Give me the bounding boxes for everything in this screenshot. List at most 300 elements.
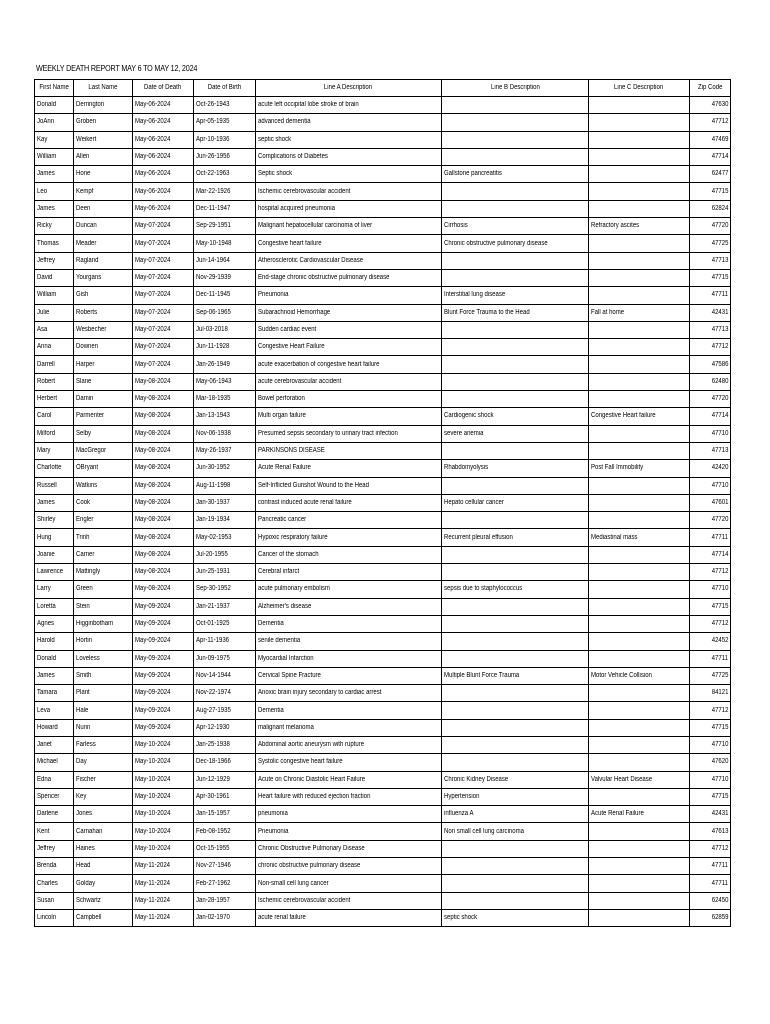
date-of-death-cell: May-09-2024	[133, 702, 194, 719]
date-of-birth-cell: Oct-15-1955	[194, 840, 256, 857]
date-of-birth-cell: Jun-09-1975	[194, 650, 256, 667]
last-name-cell: Head	[74, 858, 133, 875]
first-name-cell: Brenda	[35, 858, 74, 875]
zip-code-cell: 47714	[690, 408, 731, 425]
last-name-cell: Groben	[74, 114, 133, 131]
line-c-description-cell	[589, 719, 690, 736]
line-a-description-cell: PARKINSONS DISEASE	[256, 442, 442, 459]
date-of-birth-cell: Dec-11-1945	[194, 287, 256, 304]
last-name-cell: Meader	[74, 235, 133, 252]
table-row	[35, 581, 731, 598]
zip-code-cell: 47710	[690, 736, 731, 753]
line-a-description-cell: senile dementia	[256, 633, 442, 650]
line-a-description-cell: Pancreatic cancer	[256, 512, 442, 529]
first-name-cell: Julie	[35, 304, 74, 321]
date-of-birth-cell: Jan-25-1938	[194, 736, 256, 753]
table-row	[35, 183, 731, 200]
line-b-description-cell	[442, 598, 589, 615]
date-of-birth-cell: Sep-06-1965	[194, 304, 256, 321]
table-row	[35, 909, 731, 926]
zip-code-cell: 47710	[690, 581, 731, 598]
last-name-cell: Jones	[74, 806, 133, 823]
last-name-cell: Parmenter	[74, 408, 133, 425]
line-a-description-cell: End-stage chronic obstructive pulmonary disease	[256, 269, 442, 286]
line-c-description-cell	[589, 736, 690, 753]
line-b-description-cell: sepsis due to staphylococcus	[442, 581, 589, 598]
line-a-description-cell: Pneumonia	[256, 823, 442, 840]
line-b-description-cell: Hypertension	[442, 788, 589, 805]
date-of-death-cell: May-08-2024	[133, 460, 194, 477]
table-row	[35, 148, 731, 165]
table-row	[35, 97, 731, 114]
date-of-birth-cell: Mar-18-1935	[194, 391, 256, 408]
zip-code-cell: 47715	[690, 598, 731, 615]
line-a-description-cell: Cervical Spine Fracture	[256, 667, 442, 684]
column-header-first-name: First Name	[35, 80, 74, 97]
line-b-description-cell	[442, 650, 589, 667]
line-b-description-cell	[442, 858, 589, 875]
line-c-description-cell	[589, 391, 690, 408]
first-name-cell: Thomas	[35, 235, 74, 252]
column-header-line-b-description: Line B Description	[442, 80, 589, 97]
line-a-description-cell: pneumonia	[256, 806, 442, 823]
zip-code-cell: 47713	[690, 442, 731, 459]
zip-code-cell: 47715	[690, 269, 731, 286]
date-of-birth-cell: Jun-14-1964	[194, 252, 256, 269]
zip-code-cell: 62824	[690, 200, 731, 217]
date-of-birth-cell: Oct-01-1925	[194, 615, 256, 632]
table-row	[35, 356, 731, 373]
line-b-description-cell: Hepato cellular cancer	[442, 494, 589, 511]
date-of-death-cell: May-06-2024	[133, 131, 194, 148]
last-name-cell: Mattingly	[74, 564, 133, 581]
date-of-birth-cell: Jan-28-1957	[194, 892, 256, 909]
line-c-description-cell	[589, 373, 690, 390]
line-b-description-cell	[442, 564, 589, 581]
date-of-death-cell: May-08-2024	[133, 529, 194, 546]
date-of-death-cell: May-09-2024	[133, 633, 194, 650]
line-c-description-cell	[589, 581, 690, 598]
line-c-description-cell	[589, 425, 690, 442]
last-name-cell: Weikert	[74, 131, 133, 148]
line-c-description-cell	[589, 356, 690, 373]
last-name-cell: Green	[74, 581, 133, 598]
table-row	[35, 771, 731, 788]
line-c-description-cell	[589, 892, 690, 909]
last-name-cell: Campbell	[74, 909, 133, 926]
line-a-description-cell: advanced dementia	[256, 114, 442, 131]
date-of-birth-cell: Nov-29-1939	[194, 269, 256, 286]
zip-code-cell: 47715	[690, 719, 731, 736]
date-of-death-cell: May-08-2024	[133, 391, 194, 408]
line-b-description-cell	[442, 114, 589, 131]
date-of-birth-cell: Apr-11-1936	[194, 633, 256, 650]
line-b-description-cell	[442, 97, 589, 114]
date-of-death-cell: May-08-2024	[133, 581, 194, 598]
date-of-death-cell: May-09-2024	[133, 667, 194, 684]
date-of-death-cell: May-11-2024	[133, 858, 194, 875]
last-name-cell: Carner	[74, 546, 133, 563]
line-a-description-cell: contrast induced acute renal failure	[256, 494, 442, 511]
first-name-cell: Tamara	[35, 685, 74, 702]
line-a-description-cell: Complications of Diabetes	[256, 148, 442, 165]
line-b-description-cell	[442, 148, 589, 165]
table-row	[35, 650, 731, 667]
date-of-death-cell: May-11-2024	[133, 909, 194, 926]
table-row	[35, 425, 731, 442]
last-name-cell: Roberts	[74, 304, 133, 321]
line-a-description-cell: Congestive Heart Failure	[256, 339, 442, 356]
table-row	[35, 477, 731, 494]
date-of-death-cell: May-07-2024	[133, 339, 194, 356]
first-name-cell: Herbert	[35, 391, 74, 408]
line-b-description-cell: severe anemia	[442, 425, 589, 442]
line-c-description-cell	[589, 702, 690, 719]
line-c-description-cell	[589, 287, 690, 304]
line-c-description-cell	[589, 339, 690, 356]
last-name-cell: Smith	[74, 667, 133, 684]
last-name-cell: Damin	[74, 391, 133, 408]
line-b-description-cell	[442, 183, 589, 200]
date-of-death-cell: May-08-2024	[133, 373, 194, 390]
date-of-birth-cell: Jan-15-1957	[194, 806, 256, 823]
line-c-description-cell	[589, 148, 690, 165]
date-of-birth-cell: May-06-1943	[194, 373, 256, 390]
report-body	[35, 97, 731, 927]
line-a-description-cell: acute exacerbation of congestive heart failure	[256, 356, 442, 373]
date-of-birth-cell: Jan-13-1943	[194, 408, 256, 425]
line-c-description-cell	[589, 235, 690, 252]
last-name-cell: Higginbotham	[74, 615, 133, 632]
line-c-description-cell	[589, 875, 690, 892]
zip-code-cell: 47715	[690, 788, 731, 805]
table-row	[35, 321, 731, 338]
last-name-cell: Hale	[74, 702, 133, 719]
line-b-description-cell	[442, 875, 589, 892]
table-row	[35, 460, 731, 477]
first-name-cell: Shirley	[35, 512, 74, 529]
line-c-description-cell	[589, 166, 690, 183]
first-name-cell: Russell	[35, 477, 74, 494]
line-b-description-cell: Recurrent pleural effusion	[442, 529, 589, 546]
date-of-death-cell: May-08-2024	[133, 494, 194, 511]
date-of-death-cell: May-09-2024	[133, 615, 194, 632]
line-a-description-cell: Chronic Obstructive Pulmonary Disease	[256, 840, 442, 857]
line-b-description-cell: Non small cell lung carcinoma	[442, 823, 589, 840]
date-of-death-cell: May-08-2024	[133, 512, 194, 529]
table-row	[35, 442, 731, 459]
last-name-cell: Deen	[74, 200, 133, 217]
line-a-description-cell: Sudden cardiac event	[256, 321, 442, 338]
last-name-cell: Cook	[74, 494, 133, 511]
date-of-death-cell: May-07-2024	[133, 356, 194, 373]
date-of-birth-cell: Apr-12-1930	[194, 719, 256, 736]
date-of-birth-cell: Jul-03-2018	[194, 321, 256, 338]
first-name-cell: Lincoln	[35, 909, 74, 926]
column-header-last-name: Last Name	[74, 80, 133, 97]
line-a-description-cell: Alzheimer's disease	[256, 598, 442, 615]
table-row	[35, 339, 731, 356]
zip-code-cell: 47725	[690, 235, 731, 252]
date-of-death-cell: May-09-2024	[133, 598, 194, 615]
first-name-cell: Michael	[35, 754, 74, 771]
line-a-description-cell: Dementia	[256, 702, 442, 719]
line-a-description-cell: malignant melanoma	[256, 719, 442, 736]
zip-code-cell: 42431	[690, 806, 731, 823]
line-a-description-cell: Heart failure with reduced ejection fraction	[256, 788, 442, 805]
line-c-description-cell	[589, 546, 690, 563]
date-of-death-cell: May-11-2024	[133, 892, 194, 909]
table-row	[35, 131, 731, 148]
line-a-description-cell: chronic obstructive pulmonary disease	[256, 858, 442, 875]
date-of-death-cell: May-06-2024	[133, 200, 194, 217]
line-a-description-cell: septic shock	[256, 131, 442, 148]
zip-code-cell: 42431	[690, 304, 731, 321]
date-of-death-cell: May-07-2024	[133, 287, 194, 304]
date-of-birth-cell: May-02-1953	[194, 529, 256, 546]
date-of-death-cell: May-08-2024	[133, 477, 194, 494]
first-name-cell: David	[35, 269, 74, 286]
date-of-birth-cell: Mar-22-1926	[194, 183, 256, 200]
date-of-birth-cell: Dec-11-1947	[194, 200, 256, 217]
line-a-description-cell: acute renal failure	[256, 909, 442, 926]
table-row	[35, 546, 731, 563]
last-name-cell: Kempf	[74, 183, 133, 200]
zip-code-cell: 47710	[690, 771, 731, 788]
line-c-description-cell	[589, 564, 690, 581]
line-a-description-cell: Malignant hepatocellular carcinoma of liver	[256, 218, 442, 235]
line-a-description-cell: Ischemic cerebrovascular accident	[256, 892, 442, 909]
date-of-birth-cell: Jun-25-1931	[194, 564, 256, 581]
date-of-birth-cell: Dec-18-1966	[194, 754, 256, 771]
table-row	[35, 667, 731, 684]
line-a-description-cell: Abdominal aortic aneurysm with rupture	[256, 736, 442, 753]
zip-code-cell: 47712	[690, 564, 731, 581]
line-b-description-cell: Cirrhosis	[442, 218, 589, 235]
line-b-description-cell	[442, 269, 589, 286]
line-c-description-cell	[589, 442, 690, 459]
line-b-description-cell	[442, 391, 589, 408]
zip-code-cell: 47720	[690, 218, 731, 235]
line-a-description-cell: Multi organ failure	[256, 408, 442, 425]
line-c-description-cell	[589, 650, 690, 667]
first-name-cell: Darrell	[35, 356, 74, 373]
line-c-description-cell	[589, 183, 690, 200]
line-b-description-cell	[442, 685, 589, 702]
first-name-cell: Donald	[35, 97, 74, 114]
last-name-cell: Selby	[74, 425, 133, 442]
date-of-death-cell: May-07-2024	[133, 321, 194, 338]
line-a-description-cell: Non-small cell lung cancer	[256, 875, 442, 892]
date-of-death-cell: May-08-2024	[133, 546, 194, 563]
table-row	[35, 685, 731, 702]
first-name-cell: Kay	[35, 131, 74, 148]
last-name-cell: Downen	[74, 339, 133, 356]
first-name-cell: William	[35, 287, 74, 304]
zip-code-cell: 42420	[690, 460, 731, 477]
line-c-description-cell	[589, 685, 690, 702]
table-row	[35, 806, 731, 823]
zip-code-cell: 47712	[690, 702, 731, 719]
zip-code-cell: 47469	[690, 131, 731, 148]
zip-code-cell: 47613	[690, 823, 731, 840]
last-name-cell: Slane	[74, 373, 133, 390]
zip-code-cell: 47711	[690, 875, 731, 892]
line-b-description-cell	[442, 736, 589, 753]
first-name-cell: Agnes	[35, 615, 74, 632]
first-name-cell: Asa	[35, 321, 74, 338]
line-c-description-cell	[589, 512, 690, 529]
date-of-death-cell: May-06-2024	[133, 183, 194, 200]
date-of-birth-cell: Jun-11-1928	[194, 339, 256, 356]
table-row	[35, 529, 731, 546]
table-row	[35, 252, 731, 269]
line-b-description-cell	[442, 339, 589, 356]
last-name-cell: Wesbecher	[74, 321, 133, 338]
table-row	[35, 719, 731, 736]
last-name-cell: Schwartz	[74, 892, 133, 909]
line-a-description-cell: Subarachnoid Hemorrhage	[256, 304, 442, 321]
line-b-description-cell	[442, 200, 589, 217]
line-b-description-cell: Interstitial lung disease	[442, 287, 589, 304]
table-row	[35, 564, 731, 581]
first-name-cell: Donald	[35, 650, 74, 667]
header-row	[35, 80, 731, 97]
zip-code-cell: 47620	[690, 754, 731, 771]
line-b-description-cell: Cardiogenic shock	[442, 408, 589, 425]
line-b-description-cell: septic shock	[442, 909, 589, 926]
line-a-description-cell: Atherosclerotic Cardiovascular Disease	[256, 252, 442, 269]
zip-code-cell: 47712	[690, 114, 731, 131]
first-name-cell: Joanie	[35, 546, 74, 563]
first-name-cell: Loretta	[35, 598, 74, 615]
first-name-cell: Leo	[35, 183, 74, 200]
date-of-birth-cell: Apr-05-1935	[194, 114, 256, 131]
date-of-birth-cell: Jan-02-1970	[194, 909, 256, 926]
zip-code-cell: 47720	[690, 512, 731, 529]
table-row	[35, 512, 731, 529]
line-c-description-cell	[589, 200, 690, 217]
table-row	[35, 391, 731, 408]
line-b-description-cell	[442, 373, 589, 390]
line-c-description-cell	[589, 494, 690, 511]
last-name-cell: Yourgans	[74, 269, 133, 286]
column-header-line-c-description: Line C Description	[589, 80, 690, 97]
date-of-death-cell: May-08-2024	[133, 442, 194, 459]
zip-code-cell: 47713	[690, 252, 731, 269]
line-a-description-cell: acute pulmonary embolism	[256, 581, 442, 598]
table-row	[35, 269, 731, 286]
date-of-death-cell: May-11-2024	[133, 875, 194, 892]
table-row	[35, 373, 731, 390]
line-b-description-cell	[442, 892, 589, 909]
line-b-description-cell: Chronic obstructive pulmonary disease	[442, 235, 589, 252]
date-of-birth-cell: Jan-19-1934	[194, 512, 256, 529]
first-name-cell: Charles	[35, 875, 74, 892]
last-name-cell: Nunn	[74, 719, 133, 736]
last-name-cell: Allen	[74, 148, 133, 165]
table-row	[35, 218, 731, 235]
table-row	[35, 875, 731, 892]
line-b-description-cell	[442, 719, 589, 736]
date-of-death-cell: May-07-2024	[133, 218, 194, 235]
line-b-description-cell: Gallstone pancreatitis	[442, 166, 589, 183]
line-a-description-cell: Systolic congestive heart failure	[256, 754, 442, 771]
table-row	[35, 200, 731, 217]
line-c-description-cell	[589, 598, 690, 615]
date-of-birth-cell: Oct-26-1943	[194, 97, 256, 114]
date-of-birth-cell: Oct-22-1963	[194, 166, 256, 183]
table-row	[35, 892, 731, 909]
line-a-description-cell: Hypoxic respiratory failure	[256, 529, 442, 546]
line-b-description-cell: Multiple Blunt Force Trauma	[442, 667, 589, 684]
line-b-description-cell: Rhabdomyolysis	[442, 460, 589, 477]
line-c-description-cell: Refractory ascites	[589, 218, 690, 235]
zip-code-cell: 47586	[690, 356, 731, 373]
first-name-cell: Ricky	[35, 218, 74, 235]
line-a-description-cell: acute left occipital lobe stroke of brain	[256, 97, 442, 114]
date-of-death-cell: May-10-2024	[133, 771, 194, 788]
line-b-description-cell	[442, 754, 589, 771]
line-c-description-cell	[589, 477, 690, 494]
date-of-death-cell: May-06-2024	[133, 166, 194, 183]
date-of-death-cell: May-07-2024	[133, 235, 194, 252]
zip-code-cell: 47630	[690, 97, 731, 114]
date-of-death-cell: May-08-2024	[133, 408, 194, 425]
table-row	[35, 858, 731, 875]
zip-code-cell: 47601	[690, 494, 731, 511]
zip-code-cell: 47710	[690, 477, 731, 494]
line-a-description-cell: Dementia	[256, 615, 442, 632]
last-name-cell: Duncan	[74, 218, 133, 235]
table-row	[35, 823, 731, 840]
column-header-line-a-description: Line A Description	[256, 80, 442, 97]
line-b-description-cell	[442, 615, 589, 632]
line-b-description-cell: influenza A	[442, 806, 589, 823]
line-c-description-cell: Fall at home	[589, 304, 690, 321]
line-b-description-cell	[442, 840, 589, 857]
line-a-description-cell: Anoxic brain injury secondary to cardiac arrest	[256, 685, 442, 702]
column-header-date-of-death: Date of Death	[133, 80, 194, 97]
line-a-description-cell: Presumed sepsis secondary to urinary tract infection	[256, 425, 442, 442]
date-of-death-cell: May-08-2024	[133, 564, 194, 581]
line-b-description-cell	[442, 702, 589, 719]
last-name-cell: Ragland	[74, 252, 133, 269]
zip-code-cell: 47715	[690, 183, 731, 200]
date-of-birth-cell: Feb-27-1962	[194, 875, 256, 892]
first-name-cell: Jeffrey	[35, 840, 74, 857]
first-name-cell: James	[35, 200, 74, 217]
date-of-death-cell: May-09-2024	[133, 719, 194, 736]
table-row	[35, 408, 731, 425]
line-c-description-cell	[589, 269, 690, 286]
line-c-description-cell: Valvular Heart Disease	[589, 771, 690, 788]
line-c-description-cell: Mediastinal mass	[589, 529, 690, 546]
report-title: WEEKLY DEATH REPORT MAY 6 TO MAY 12, 2024	[36, 64, 198, 73]
zip-code-cell: 47710	[690, 425, 731, 442]
last-name-cell: Plant	[74, 685, 133, 702]
zip-code-cell: 47711	[690, 287, 731, 304]
first-name-cell: Howard	[35, 719, 74, 736]
first-name-cell: Larry	[35, 581, 74, 598]
line-a-description-cell: Myocardial Infarction	[256, 650, 442, 667]
table-row	[35, 598, 731, 615]
line-b-description-cell	[442, 442, 589, 459]
date-of-birth-cell: Sep-29-1951	[194, 218, 256, 235]
line-c-description-cell	[589, 321, 690, 338]
first-name-cell: Spencer	[35, 788, 74, 805]
first-name-cell: Darlene	[35, 806, 74, 823]
